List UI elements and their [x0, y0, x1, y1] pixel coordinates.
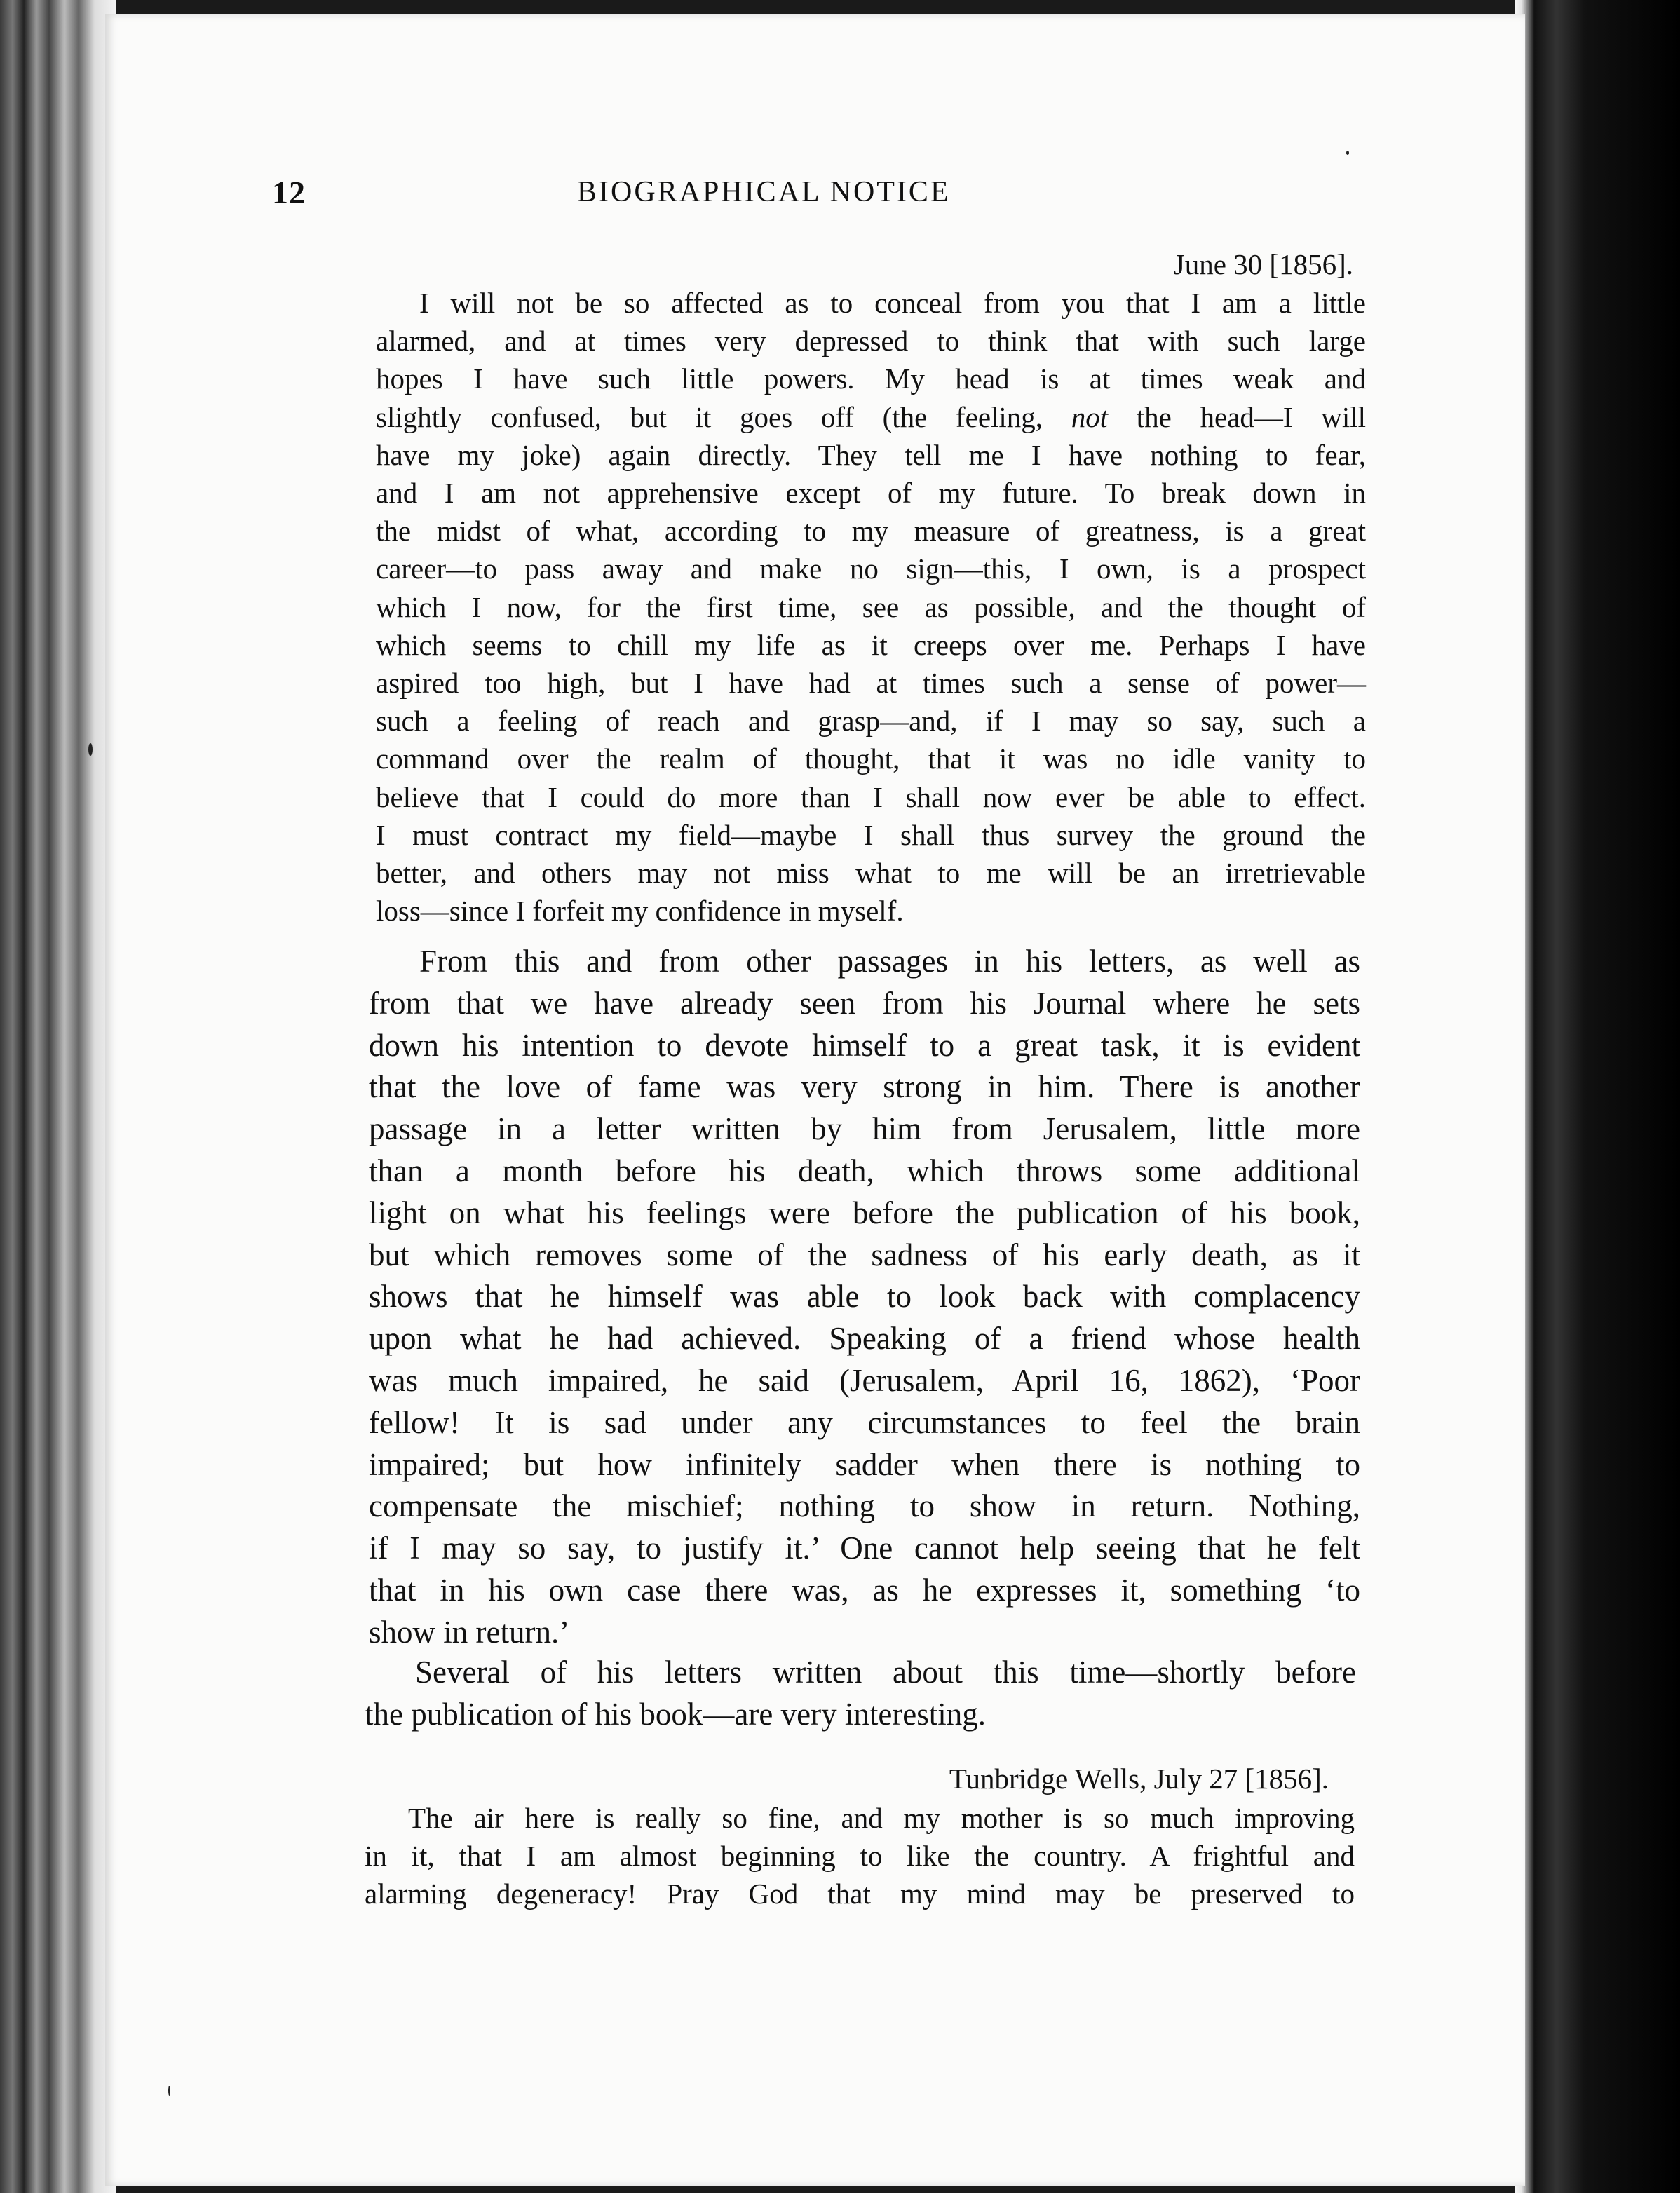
text-line: which seems to chill my life as it creeps over me. Perhaps I have [376, 628, 1366, 661]
text-line: that the love of fame was very strong in him. There is another [369, 1069, 1360, 1105]
text-line: in it, that I am almost beginning to like the country. A frightful and [365, 1840, 1355, 1873]
text-line: alarming degeneracy! Pray God that my mind may be preserved to [365, 1878, 1355, 1910]
text-line: better, and others may not miss what to me will be an irretrievable [376, 857, 1366, 890]
text-line: compensate the mischief; nothing to show in return. Nothing, [369, 1488, 1360, 1524]
paragraph-1 [369, 941, 1360, 1654]
running-head [272, 174, 1394, 223]
text-line: passage in a letter written by him from Jerusalem, little more [369, 1111, 1360, 1147]
paragraph-2 [365, 1652, 1356, 1736]
text-line: loss—since I forfeit my confidence in myself. [376, 895, 904, 928]
text-line: From this and from other passages in his letters, as well as [419, 944, 1360, 979]
text-line: command over the realm of thought, that it was no idle vanity to [376, 742, 1366, 775]
text-line: The air here is really so fine, and my mother is so much improving [408, 1802, 1355, 1834]
text-line: believe that I could do more than I shall now ever be able to effect. [376, 780, 1366, 813]
text-line: if I may so say, to justify it.’ One cannot help seeing that he felt [369, 1530, 1360, 1566]
text-line: have my joke) again directly. They tell me I have nothing to fear, [376, 438, 1366, 471]
page-edge-shadow [1515, 0, 1680, 2193]
text-line: that in his own case there was, as he expresses it, something ‘to [369, 1572, 1360, 1608]
text-line: was much impaired, he said (Jerusalem, April 16, 1862), ‘Poor [369, 1362, 1360, 1398]
text-line: light on what his feelings were before the publication of his book, [369, 1195, 1360, 1230]
scan-speck [1346, 151, 1349, 155]
text-fragment: slightly confused, but it goes off (the feeling, [376, 400, 1071, 433]
text-line: but which removes some of the sadness of his early death, as it [369, 1237, 1360, 1272]
text-line: show in return.’ [369, 1614, 570, 1650]
letter2-body [365, 1799, 1355, 1913]
text-line: aspired too high, but I have had at times such a sense of power— [376, 667, 1366, 700]
text-line: which I now, for the first time, see as possible, and the thought of [376, 590, 1366, 623]
emphasis-not: not [1071, 400, 1109, 433]
text-line: alarmed, and at times very depressed to think that with such large [376, 325, 1366, 358]
text-line: such a feeling of reach and grasp—and, if I may so say, such a [376, 705, 1366, 738]
letter1-dateline: June 30 [1856]. [1173, 248, 1353, 280]
book-spine-edge [0, 0, 116, 2193]
text-line: shows that he himself was able to look back with complacency [369, 1279, 1360, 1315]
text-line: I must contract my field—maybe I shall thus survey the ground the [376, 818, 1366, 851]
text-line: impaired; but how infinitely sadder when there is nothing to [369, 1446, 1360, 1482]
scan-speck [168, 2086, 170, 2096]
text-line: fellow! It is sad under any circumstances to feel the brain [369, 1404, 1360, 1440]
text-line: I will not be so affected as to conceal from you that I am a little [419, 287, 1366, 319]
page-number: 12 [272, 175, 306, 210]
text-line: upon what he had achieved. Speaking of a friend whose health [369, 1321, 1360, 1357]
letter2-dateline: Tunbridge Wells, July 27 [1856]. [949, 1763, 1329, 1795]
text-line: from that we have already seen from his Journal where he sets [369, 985, 1360, 1021]
text-fragment: the head—I will [1108, 400, 1367, 433]
text-line: down his intention to devote himself to a great task, it is evident [369, 1027, 1360, 1063]
text-line: Several of his letters written about this time—shortly before [415, 1655, 1356, 1690]
text-line: career—to pass away and make no sign—this, I own, is a prospect [376, 552, 1366, 585]
letter1-body [376, 284, 1366, 930]
text-line-with-emphasis [376, 398, 1366, 436]
text-line: than a month before his death, which throws some additional [369, 1153, 1360, 1188]
text-line: and I am not apprehensive except of my future. To break down in [376, 477, 1366, 510]
text-line: the midst of what, according to my measure of greatness, is a great [376, 515, 1366, 548]
scan-speck [88, 743, 93, 756]
text-line: hopes I have such little powers. My head is at times weak and [376, 362, 1366, 395]
text-line: the publication of his book—are very interesting. [365, 1696, 987, 1732]
running-head-title: BIOGRAPHICAL NOTICE [577, 176, 951, 208]
